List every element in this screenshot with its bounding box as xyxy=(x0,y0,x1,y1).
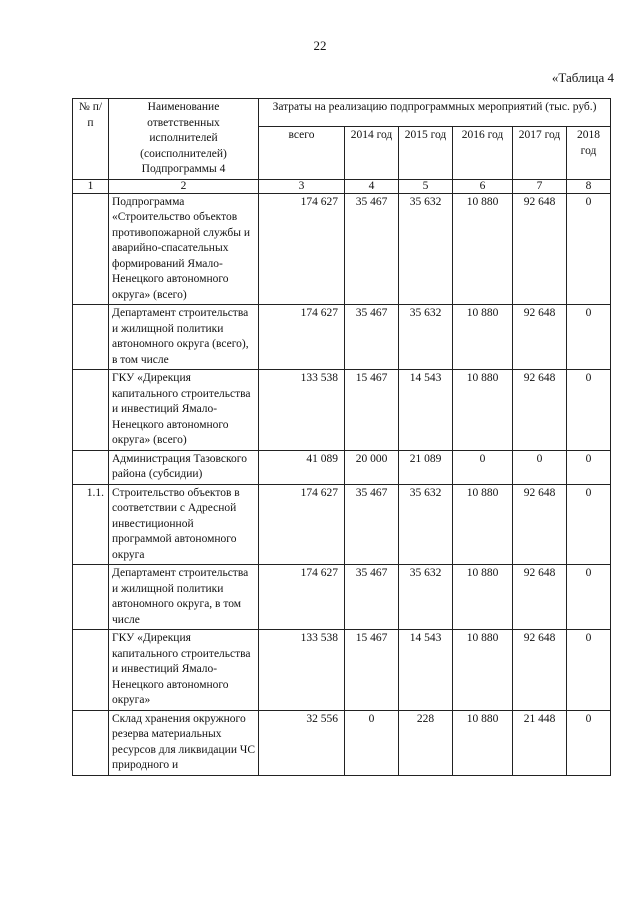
row-number xyxy=(73,305,109,370)
cell-2015: 14 543 xyxy=(399,630,453,711)
cell-2018: 0 xyxy=(567,305,611,370)
cell-total: 174 627 xyxy=(259,484,345,565)
row-name: Департамент строительства и жилищной политики автономного округа (всего), в том числе xyxy=(109,305,259,370)
row-name: Строительство объектов в соответствии с Адресной инвестиционной программой автономного округа xyxy=(109,484,259,565)
cell-2016: 10 880 xyxy=(453,565,513,630)
header-year-2015: 2015 год xyxy=(399,127,453,179)
column-number: 2 xyxy=(109,179,259,193)
cell-2015: 35 632 xyxy=(399,484,453,565)
cell-2017: 0 xyxy=(513,450,567,484)
column-number: 6 xyxy=(453,179,513,193)
row-name: Департамент строительства и жилищной политики автономного округа, в том числе xyxy=(109,565,259,630)
cell-2014: 35 467 xyxy=(345,193,399,305)
column-number: 4 xyxy=(345,179,399,193)
cell-2016: 10 880 xyxy=(453,305,513,370)
row-number: 1.1. xyxy=(73,484,109,565)
cell-2016: 10 880 xyxy=(453,193,513,305)
header-col-total: всего xyxy=(259,127,345,179)
cell-2018: 0 xyxy=(567,630,611,711)
cell-2018: 0 xyxy=(567,370,611,451)
row-number xyxy=(73,710,109,775)
row-name: ГКУ «Дирекция капитального строительства и инвестиций Ямало-Ненецкого автономного округа» xyxy=(109,630,259,711)
table-row xyxy=(73,484,611,565)
cell-2014: 0 xyxy=(345,710,399,775)
cell-2018: 0 xyxy=(567,450,611,484)
row-number xyxy=(73,630,109,711)
header-year-2017: 2017 год xyxy=(513,127,567,179)
cell-2015: 21 089 xyxy=(399,450,453,484)
cell-2018: 0 xyxy=(567,565,611,630)
row-number xyxy=(73,193,109,305)
row-number xyxy=(73,565,109,630)
cell-2016: 10 880 xyxy=(453,370,513,451)
cell-total: 174 627 xyxy=(259,565,345,630)
cell-2016: 10 880 xyxy=(453,484,513,565)
table-row xyxy=(73,370,611,451)
cell-2015: 14 543 xyxy=(399,370,453,451)
cell-2018: 0 xyxy=(567,484,611,565)
cell-total: 41 089 xyxy=(259,450,345,484)
cell-2017: 92 648 xyxy=(513,565,567,630)
header-year-2014: 2014 год xyxy=(345,127,399,179)
table-row xyxy=(73,450,611,484)
column-number: 7 xyxy=(513,179,567,193)
cell-total: 133 538 xyxy=(259,630,345,711)
row-name: Склад хранения окружного резерва материальных ресурсов для ликвидации ЧС природного и xyxy=(109,710,259,775)
header-row-1 xyxy=(73,99,611,127)
cell-2015: 228 xyxy=(399,710,453,775)
cell-2018: 0 xyxy=(567,193,611,305)
header-year-2016: 2016 год xyxy=(453,127,513,179)
expenses-table xyxy=(72,98,611,776)
cell-2017: 92 648 xyxy=(513,484,567,565)
column-number: 3 xyxy=(259,179,345,193)
cell-2016: 10 880 xyxy=(453,710,513,775)
column-number: 1 xyxy=(73,179,109,193)
cell-2016: 10 880 xyxy=(453,630,513,711)
row-name: ГКУ «Дирекция капитального строительства и инвестиций Ямало-Ненецкого автономного округа» (всего) xyxy=(109,370,259,451)
cell-2014: 35 467 xyxy=(345,484,399,565)
cell-2015: 35 632 xyxy=(399,565,453,630)
header-costs-group: Затраты на реализацию подпрограммных мероприятий (тыс. руб.) xyxy=(259,99,611,127)
row-number xyxy=(73,450,109,484)
table-row xyxy=(73,193,611,305)
table-row xyxy=(73,305,611,370)
cell-2014: 20 000 xyxy=(345,450,399,484)
cell-2017: 21 448 xyxy=(513,710,567,775)
cell-2015: 35 632 xyxy=(399,305,453,370)
row-name: Подпрограмма «Строительство объектов противопожарной службы и аварийно-спасательных формирований Ямало-Ненецкого автономного округа» (всего) xyxy=(109,193,259,305)
page-number: 22 xyxy=(313,38,327,53)
table-caption: «Таблица 4 xyxy=(551,70,614,85)
table-row xyxy=(73,565,611,630)
cell-2014: 35 467 xyxy=(345,565,399,630)
column-number: 5 xyxy=(399,179,453,193)
cell-2014: 15 467 xyxy=(345,630,399,711)
column-number: 8 xyxy=(567,179,611,193)
table-row xyxy=(73,710,611,775)
cell-total: 174 627 xyxy=(259,305,345,370)
cell-2014: 15 467 xyxy=(345,370,399,451)
cell-2014: 35 467 xyxy=(345,305,399,370)
cell-2016: 0 xyxy=(453,450,513,484)
row-name: Администрация Тазовского района (субсидии) xyxy=(109,450,259,484)
header-col-name: Наименование ответственных исполнителей (соисполнителей) Подпрограммы 4 xyxy=(109,99,259,180)
cell-2017: 92 648 xyxy=(513,630,567,711)
column-numbers-row xyxy=(73,179,611,193)
cell-2017: 92 648 xyxy=(513,305,567,370)
table-row xyxy=(73,630,611,711)
cell-2018: 0 xyxy=(567,710,611,775)
cell-2017: 92 648 xyxy=(513,193,567,305)
cell-total: 133 538 xyxy=(259,370,345,451)
header-year-2018: 2018 год xyxy=(567,127,611,179)
cell-total: 32 556 xyxy=(259,710,345,775)
cell-total: 174 627 xyxy=(259,193,345,305)
cell-2015: 35 632 xyxy=(399,193,453,305)
header-col-num: № п/п xyxy=(73,99,109,180)
cell-2017: 92 648 xyxy=(513,370,567,451)
row-number xyxy=(73,370,109,451)
